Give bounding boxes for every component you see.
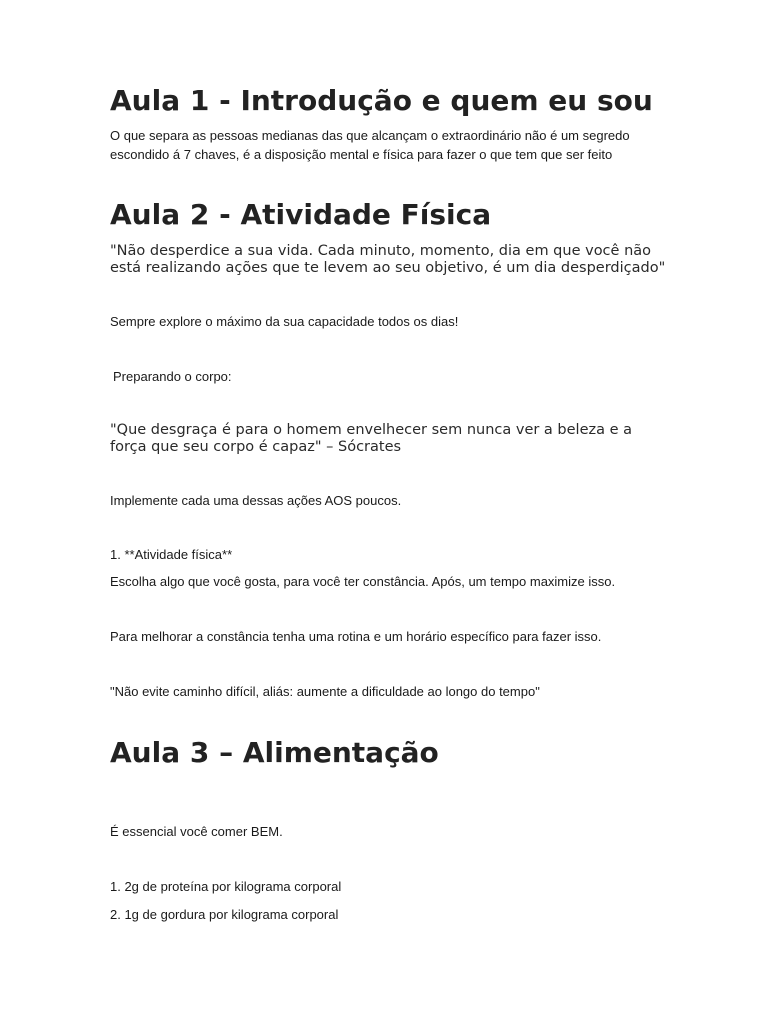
paragraph-nao-evite: "Não evite caminho difícil, aliás: aumente a dificuldade ao longo do tempo"	[110, 684, 540, 699]
list-item-atividade: 1. **Atividade física**	[110, 547, 233, 562]
quote-socrates	[110, 422, 670, 456]
paragraph-melhorar: Para melhorar a constância tenha uma rotina e um horário específico para fazer isso.	[110, 629, 602, 644]
quote-desperdice	[110, 243, 670, 277]
quote-socrates-line-2: força que seu corpo é capaz" – Sócrates	[110, 439, 402, 455]
quote-desperdice-line-1: "Não desperdice a sua vida. Cada minuto, momento, dia em que você não	[110, 243, 652, 259]
intro-line-2: escondido á 7 chaves, é a disposição mental e física para fazer o que tem que ser feito	[110, 147, 613, 162]
paragraph-implemente: Implemente cada uma dessas ações AOS poucos.	[110, 493, 402, 508]
quote-desperdice-line-2: está realizando ações que te levem ao seu objetivo, é um dia desperdiçado"	[110, 260, 666, 276]
list-item-proteina: 1. 2g de proteína por kilograma corporal	[110, 879, 342, 894]
list-item-gordura: 2. 1g de gordura por kilograma corporal	[110, 907, 339, 922]
heading-aula-2: Aula 2 - Atividade Física	[110, 198, 492, 231]
intro-paragraph	[110, 126, 670, 164]
heading-aula-1: Aula 1 - Introdução e quem eu sou	[110, 84, 653, 117]
paragraph-preparando: Preparando o corpo:	[113, 369, 232, 384]
paragraph-explore: Sempre explore o máximo da sua capacidade todos os dias!	[110, 314, 459, 329]
heading-aula-3: Aula 3 – Alimentação	[110, 736, 439, 769]
quote-socrates-line-1: "Que desgraça é para o homem envelhecer sem nunca ver a beleza e a	[110, 422, 633, 438]
paragraph-essencial: É essencial você comer BEM.	[110, 824, 283, 839]
intro-line-1: O que separa as pessoas medianas das que alcançam o extraordinário não é um segredo	[110, 128, 630, 143]
paragraph-escolha: Escolha algo que você gosta, para você ter constância. Após, um tempo maximize isso.	[110, 574, 616, 589]
